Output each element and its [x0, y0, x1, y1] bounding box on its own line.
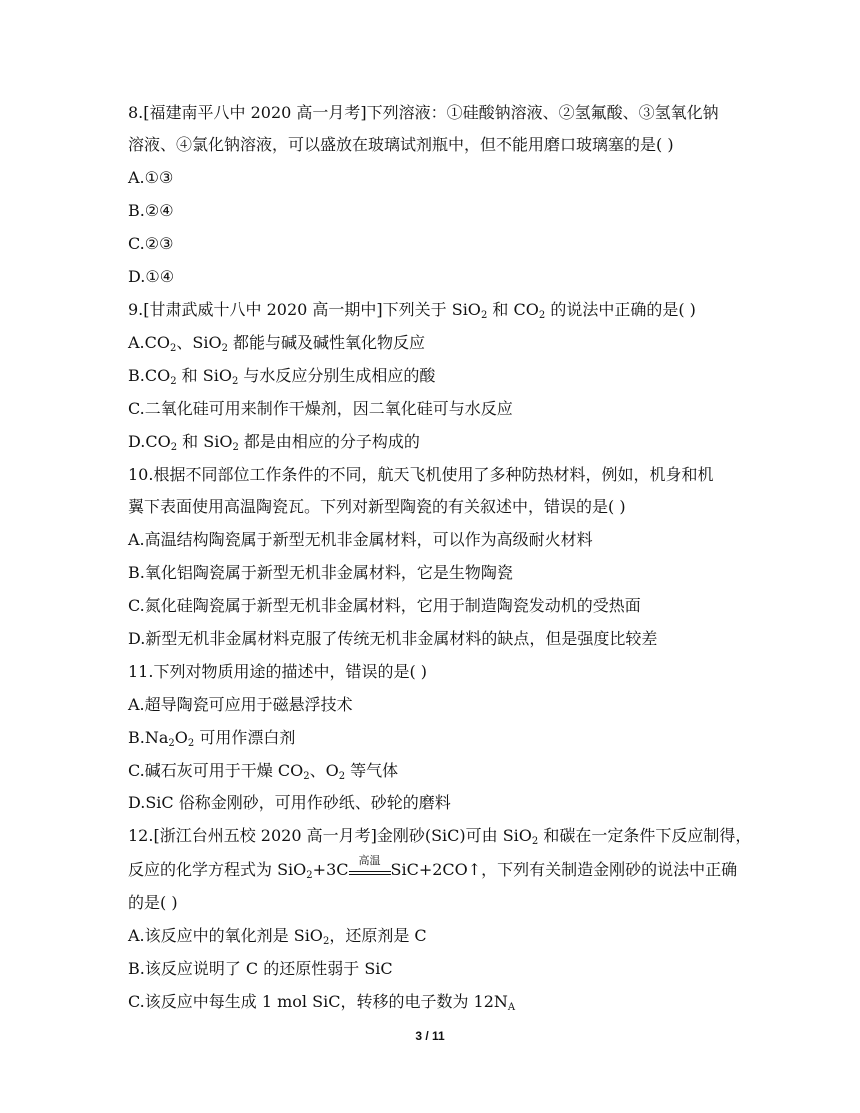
question-12-option-b: B.该反应说明了 C 的还原性弱于 SiC: [128, 959, 393, 978]
question-8-stem-line2: 溶液、④氯化钠溶液，可以盛放在玻璃试剂瓶中，但不能用磨口玻璃塞的是( ): [128, 135, 674, 154]
question-9-option-c: C.二氧化硅可用来制作干燥剂，因二氧化硅可与水反应: [128, 399, 513, 418]
question-10-option-a: A.高温结构陶瓷属于新型无机非金属材料，可以作为高级耐火材料: [128, 530, 593, 549]
question-11-option-c: C.碱石灰可用于干燥 $CO_2$、$O_2$ 等气体: [128, 761, 399, 782]
question-10-option-c: C.氮化硅陶瓷属于新型无机非金属材料，它用于制造陶瓷发动机的受热面: [128, 596, 641, 615]
question-8-option-d: D.①④: [128, 267, 175, 286]
question-11-option-a: A.超导陶瓷可应用于磁悬浮技术: [128, 695, 353, 714]
question-8-option-c: C.②③: [128, 234, 174, 253]
question-12-stem-line2: 反应的化学方程式为 SiO$_2$+3C 高温 SiC+2CO↑，下列有关制造金刚砂的说法中正确: [128, 859, 737, 881]
question-12-stem-line1: 12.[浙江台州五校 2020 高一月考]金刚砂(SiC)可由 SiO$_2$ 和碳在一定条件下反应制得，: [128, 826, 752, 847]
reaction-condition-label: 高温: [358, 854, 381, 867]
question-11-option-d: D.SiC 俗称金刚砂，可用作砂纸、砂轮的磨料: [128, 793, 451, 812]
question-10-option-d: D.新型无机非金属材料克服了传统无机非金属材料的缺点，但是强度比较差: [128, 629, 658, 648]
reaction-condition-sign: [349, 854, 391, 875]
question-9-stem: 9.[甘肃武威十八中 2020 高一期中]下列关于 SiO$_2$ 和 $CO_2$ 的说法中正确的是( ): [128, 300, 696, 321]
question-11-stem: 11.下列对物质用途的描述中，错误的是( ): [128, 662, 428, 681]
question-8-option-a: A.①③: [128, 168, 174, 187]
question-9-option-d: $D.CO_2$ 和 SiO$_2$ 都是由相应的分子构成的: [128, 432, 420, 453]
question-8-stem-line1: 8.[福建南平八中 2020 高一月考]下列溶液：①硅酸钠溶液、②氢氟酸、③氢氧化钠: [128, 103, 719, 122]
question-10-stem-line2: 翼下表面使用高温陶瓷瓦。下列对新型陶瓷的有关叙述中，错误的是( ): [128, 497, 626, 516]
question-9-option-a: $A.CO_2$、SiO$_2$ 都能与碱及碱性氧化物反应: [128, 333, 426, 354]
question-11-option-b: $B.Na_2O_2$ 可用作漂白剂: [128, 728, 296, 749]
page-number: 3 / 11: [415, 1029, 445, 1043]
question-10-stem-line1: 10.根据不同部位工作条件的不同，航天飞机使用了多种防热材料，例如，机身和机: [128, 465, 714, 484]
question-12-option-a: A.该反应中的氧化剂是 SiO$_2$，还原剂是 C: [128, 926, 427, 947]
question-12-stem-line3: 的是( ): [128, 893, 178, 912]
question-12-option-c: C.该反应中每生成 1 mol SiC，转移的电子数为 $12N_A$: [128, 992, 516, 1013]
question-10-option-b: B.氧化铝陶瓷属于新型无机非金属材料，它是生物陶瓷: [128, 563, 513, 582]
question-9-option-b: $B.CO_2$ 和 SiO$_2$ 与水反应分别生成相应的酸: [128, 366, 436, 387]
question-8-option-b: B.②④: [128, 201, 174, 220]
